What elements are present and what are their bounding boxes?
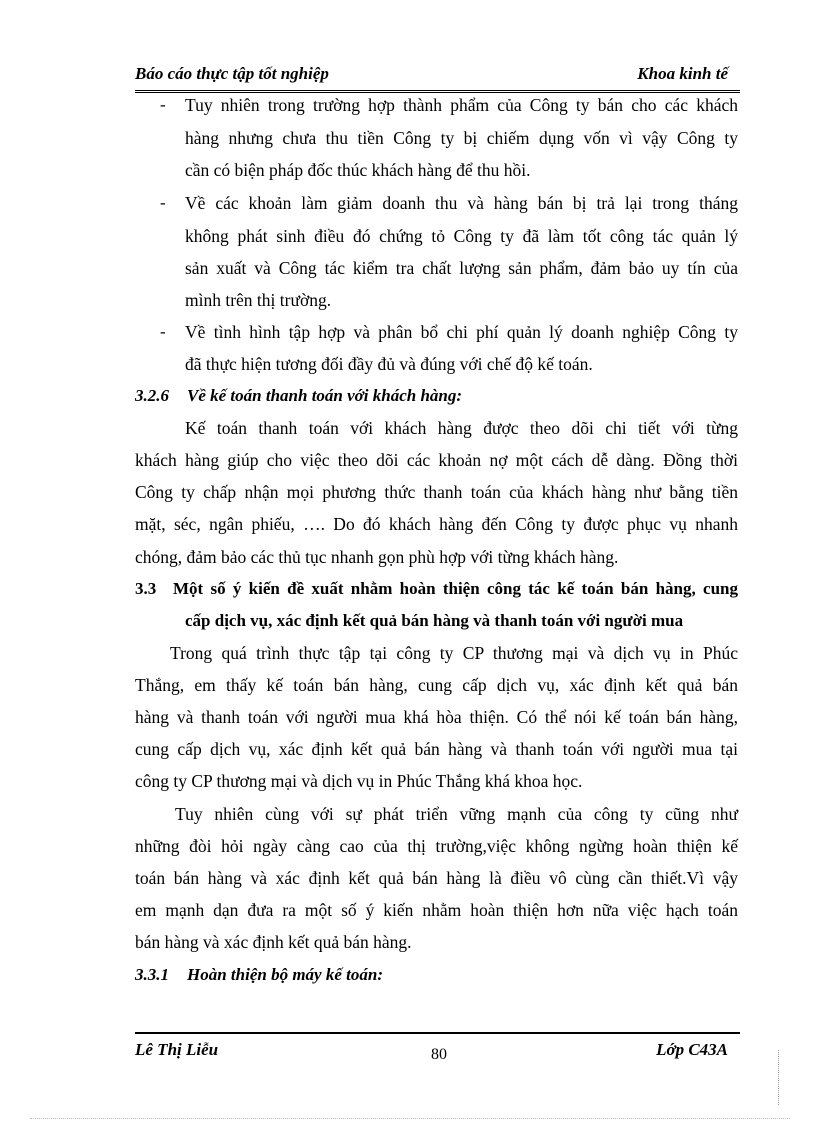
paragraph-line: công ty CP thương mại và dịch vụ in Phúc Thắng khá khoa học.: [135, 771, 583, 791]
page-edge-marker: [778, 1050, 779, 1105]
section-number: 3.3.1: [135, 965, 169, 984]
footer-rule: [135, 1032, 740, 1034]
bullet-line: Về các khoản làm giảm doanh thu và hàng bán bị trả lại trong tháng: [185, 193, 738, 213]
section-heading-3-3-line1: Một số ý kiến đề xuất nhằm hoàn thiện công tác kế toán bán hàng, cung: [173, 579, 738, 598]
bullet-line: đã thực hiện tương đối đầy đủ và đúng với chế độ kế toán.: [185, 354, 593, 374]
bullet-line: mình trên thị trường.: [185, 290, 332, 310]
bullet-marker: -: [160, 193, 166, 212]
section-number-3-3: 3.3: [135, 579, 157, 598]
paragraph-line: Trong quá trình thực tập tại công ty CP thương mại và dịch vụ in Phúc: [170, 643, 738, 663]
page-number: 80: [431, 1046, 447, 1063]
bullet-line: hàng nhưng chưa thu tiền Công ty bị chiếm dụng vốn vì vậy Công ty: [185, 128, 738, 148]
section-title: Hoàn thiện bộ máy kế toán:: [187, 965, 383, 984]
paragraph-line: Thắng, em thấy kế toán bán hàng, cung cấp dịch vụ, xác định kết quả bán: [135, 675, 738, 695]
paragraph-line: hàng và thanh toán với người mua khá hòa thiện. Có thể nói kế toán bán hàng,: [135, 707, 738, 727]
paragraph-line: Công ty chấp nhận mọi phương thức thanh toán của khách hàng như bằng tiền: [135, 482, 738, 502]
paragraph-line: Kế toán thanh toán với khách hàng được theo dõi chi tiết với từng: [185, 418, 738, 438]
bullet-line: Tuy nhiên trong trường hợp thành phẩm của Công ty bán cho các khách: [185, 95, 738, 115]
section-heading-3-3-line2: cấp dịch vụ, xác định kết quả bán hàng và thanh toán với người mua: [185, 611, 684, 630]
footer-class: Lớp C43A: [656, 1040, 728, 1059]
page-footer: [135, 1040, 740, 1070]
paragraph-line: em mạnh dạn đưa ra một số ý kiến nhằm hoàn thiện hơn nữa việc hạch toán: [135, 900, 738, 920]
paragraph-line: Tuy nhiên cùng với sự phát triển vững mạnh của công ty cũng như: [175, 804, 738, 824]
paragraph-line: cung cấp dịch vụ, xác định kết quả bán hàng và thanh toán với người mua tại: [135, 739, 738, 759]
paragraph-line: bán hàng và xác định kết quả bán hàng.: [135, 932, 412, 952]
footer-author: Lê Thị Liễu: [135, 1040, 219, 1059]
paragraph-line: mặt, séc, ngân phiếu, …. Do đó khách hàng đến Công ty được phục vụ nhanh: [135, 514, 738, 534]
page-bottom-dotted-line: [30, 1118, 790, 1119]
bullet-line: Về tình hình tập hợp và phân bổ chi phí quản lý doanh nghiệp Công ty: [185, 322, 738, 342]
page-header: [135, 64, 740, 88]
bullet-line: không phát sinh điều đó chứng tỏ Công ty đã làm tốt công tác quản lý: [185, 226, 738, 246]
header-faculty: Khoa kinh tế: [637, 64, 728, 83]
bullet-line: cần có biện pháp đốc thúc khách hàng để thu hồi.: [185, 160, 531, 180]
section-title: Về kế toán thanh toán với khách hàng:: [187, 386, 463, 405]
paragraph-line: toán bán hàng và xác định kết quả bán hàng là điều vô cùng cần thiết.Vì vậy: [135, 868, 738, 888]
section-heading-3-3-1: [135, 965, 383, 985]
bullet-marker: -: [160, 322, 166, 341]
bullet-marker: -: [160, 95, 166, 114]
header-report-title: Báo cáo thực tập tốt nghiệp: [135, 64, 329, 83]
header-rule: [135, 90, 740, 93]
section-number: 3.2.6: [135, 386, 169, 405]
section-heading-3-2-6: [135, 386, 462, 406]
bullet-line: sản xuất và Công tác kiểm tra chất lượng sản phẩm, đảm bảo uy tín của: [185, 258, 738, 278]
paragraph-line: những đòi hỏi ngày càng cao của thị trường,việc không ngừng hoàn thiện kế: [135, 836, 738, 856]
paragraph-line: chóng, đảm bảo các thủ tục nhanh gọn phù hợp với từng khách hàng.: [135, 547, 619, 567]
paragraph-line: khách hàng giúp cho việc theo dõi các khoản nợ một cách dễ dàng. Đồng thời: [135, 450, 738, 470]
